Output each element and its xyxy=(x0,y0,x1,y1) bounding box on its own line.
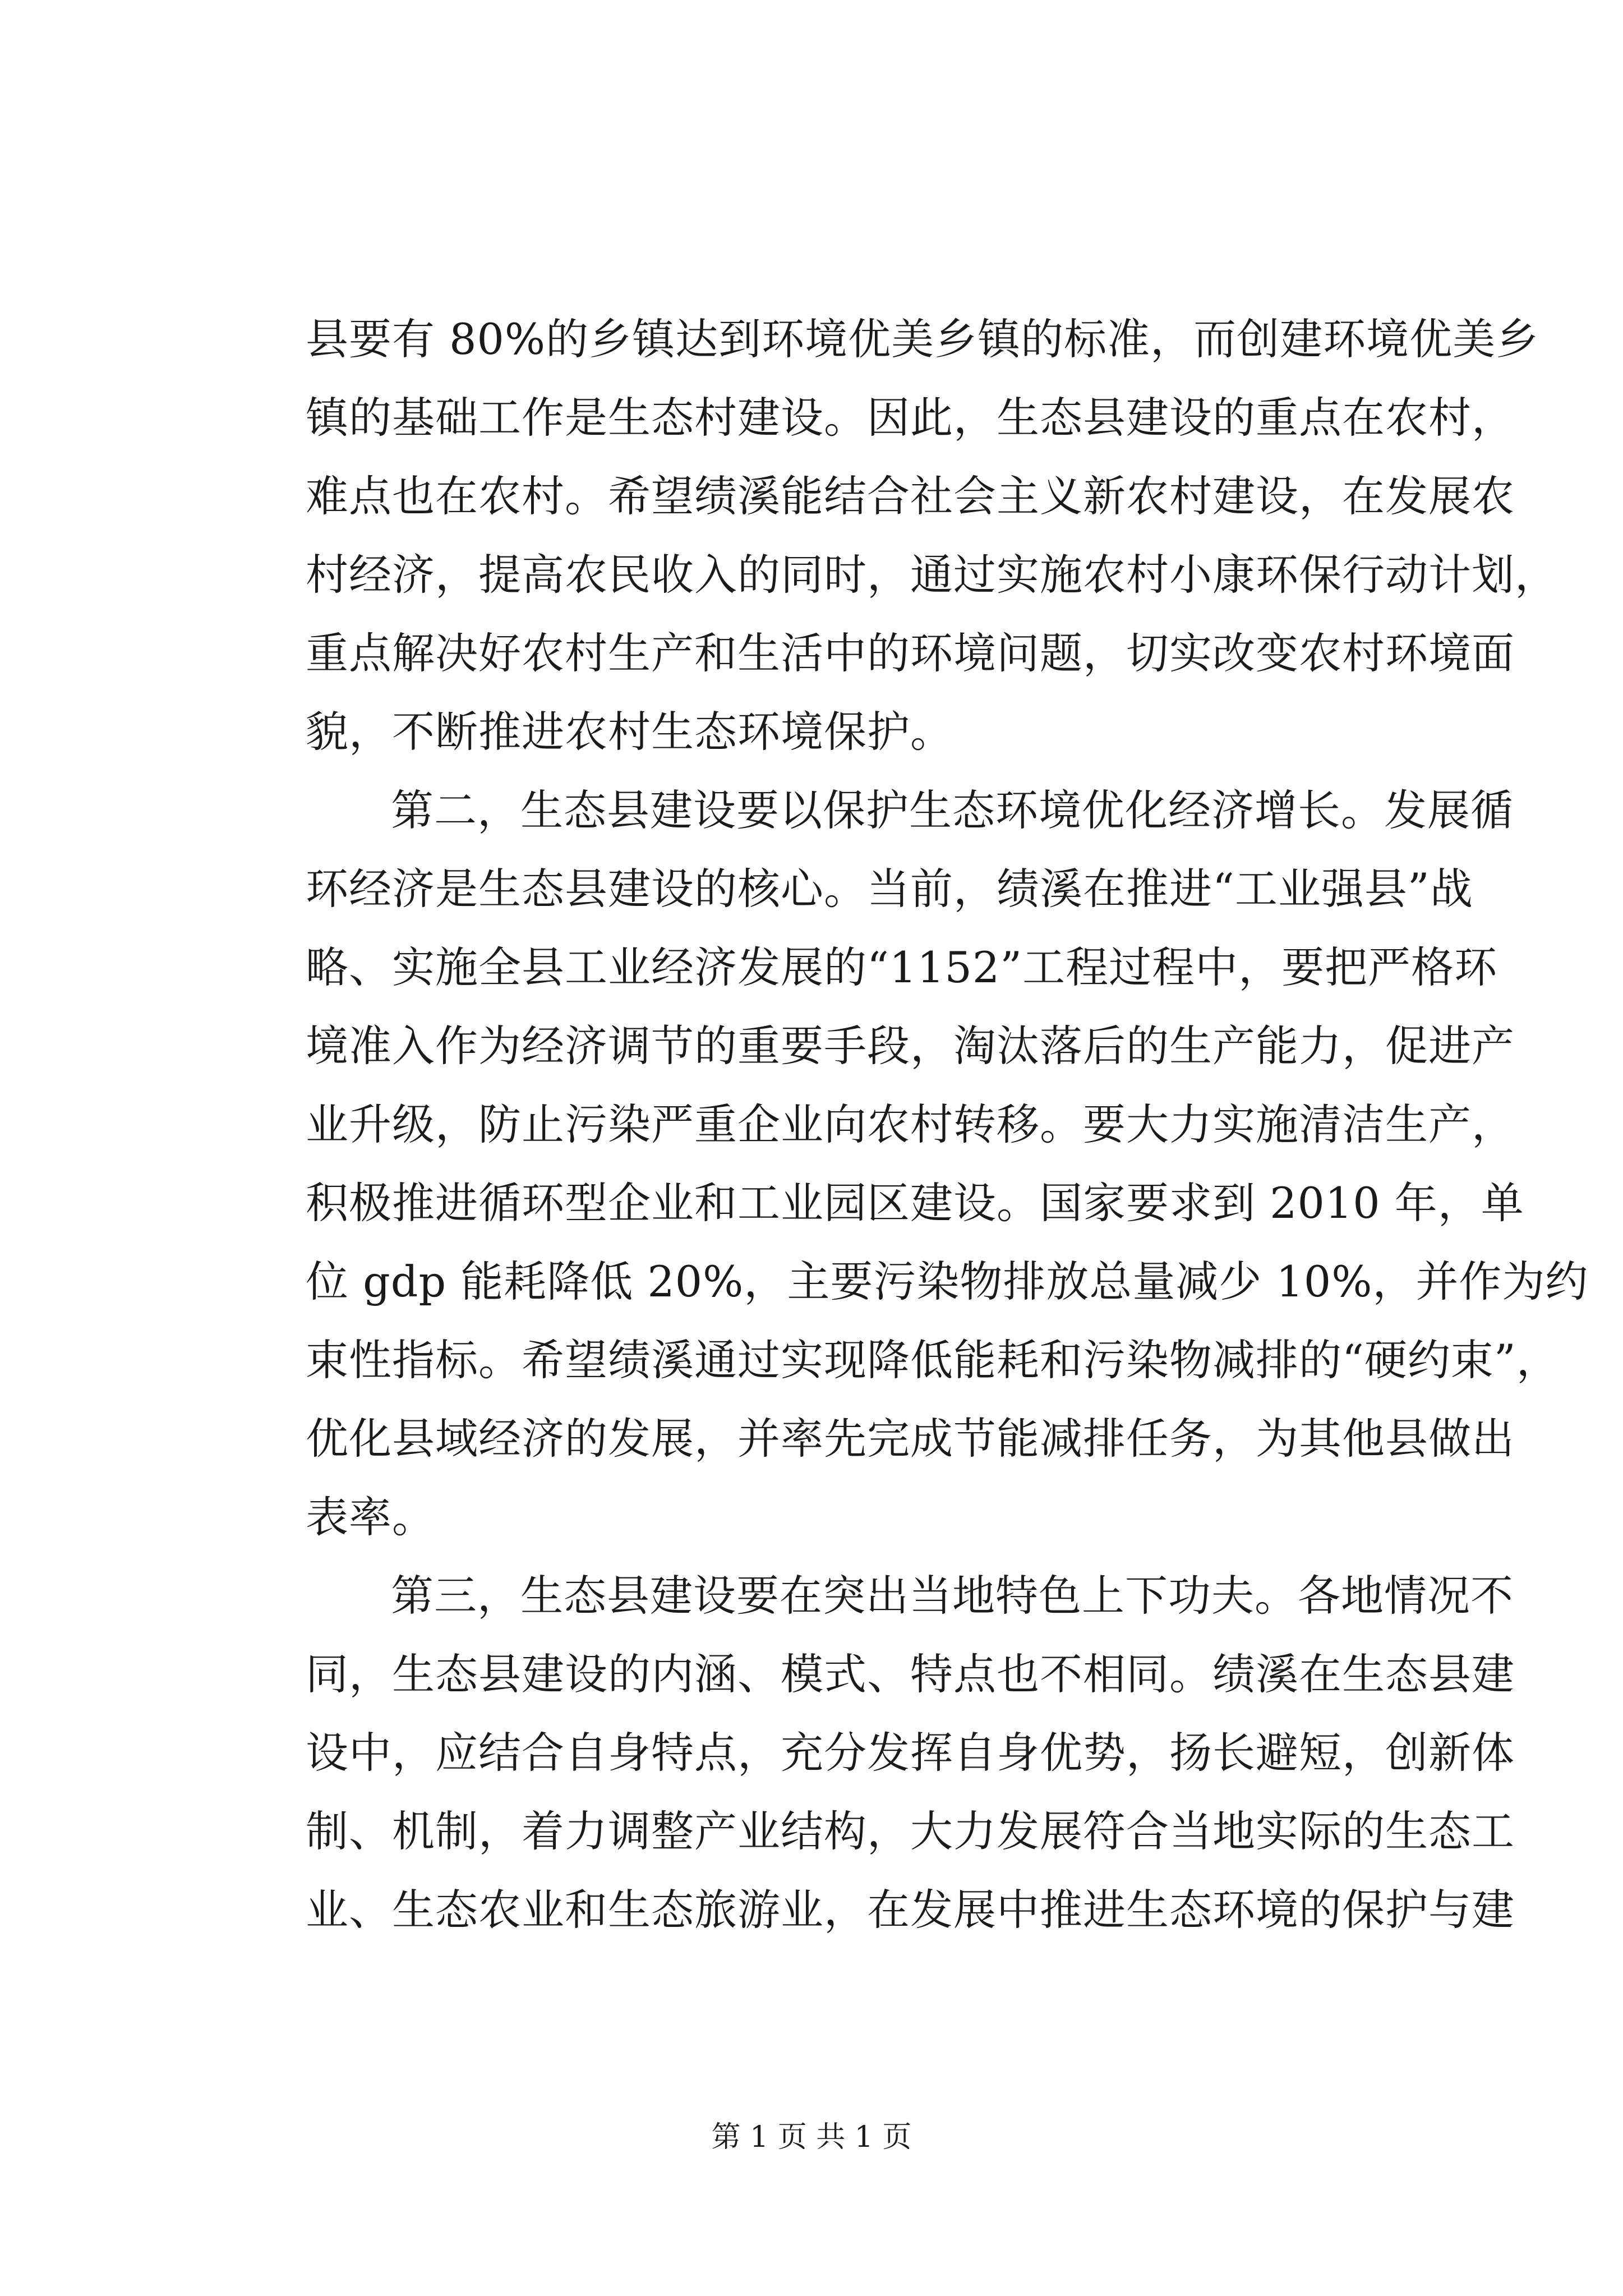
page-footer xyxy=(0,2120,1623,2154)
text-line: 难点也在农村。希望绩溪能结合社会主义新农村建设，在发展农 xyxy=(306,471,1515,521)
text-line: 业升级，防止污染严重企业向农村转移。要大力实施清洁生产， xyxy=(306,1099,1515,1149)
text-line: 优化县域经济的发展，并率先完成节能减排任务，为其他县做出 xyxy=(306,1414,1515,1464)
text-line: 境准入作为经济调节的重要手段，淘汰落后的生产能力，促进产 xyxy=(306,1021,1515,1071)
text-line: 设中，应结合自身特点，充分发挥自身优势，扬长避短，创新体 xyxy=(306,1728,1515,1778)
document-body xyxy=(306,300,1589,1949)
paragraph-3 xyxy=(306,1557,1515,1949)
text-line: 县要有 80%的乡镇达到环境优美乡镇的标准，而创建环境优美乡 xyxy=(306,314,1539,364)
text-line: 制、机制，着力调整产业结构，大力发展符合当地实际的生态工 xyxy=(306,1806,1515,1856)
text-line: 第三，生态县建设要在突出当地特色上下功夫。各地情况不 xyxy=(391,1571,1514,1621)
text-line: 业、生态农业和生态旅游业，在发展中推进生态环境的保护与建 xyxy=(306,1885,1515,1935)
text-line: 位 gdp 能耗降低 20%，主要污染物排放总量减少 10%，并作为约 xyxy=(306,1257,1589,1306)
text-line: 重点解决好农村生产和生活中的环境问题，切实改变农村环境面 xyxy=(306,628,1515,678)
text-line: 貌，不断推进农村生态环境保护。 xyxy=(306,707,953,757)
paragraph-2 xyxy=(306,771,1589,1557)
text-line: 镇的基础工作是生态村建设。因此，生态县建设的重点在农村， xyxy=(306,393,1515,443)
text-line: 村经济，提高农民收入的同时，通过实施农村小康环保行动计划， xyxy=(306,550,1558,600)
text-line: 略、实施全县工业经济发展的“1152”工程过程中，要把严格环 xyxy=(306,942,1498,992)
page-number: 第 1 页 共 1 页 xyxy=(711,2120,912,2154)
text-line: 积极推进循环型企业和工业园区建设。国家要求到 2010 年，单 xyxy=(306,1178,1524,1228)
text-line: 表率。 xyxy=(306,1492,435,1542)
text-line: 束性指标。希望绩溪通过实现降低能耗和污染物减排的“硬约束”， xyxy=(306,1335,1560,1385)
text-line: 第二，生态县建设要以保护生态环境优化经济增长。发展循 xyxy=(391,785,1514,835)
text-line: 环经济是生态县建设的核心。当前，绩溪在推进“工业强县”战 xyxy=(306,864,1473,914)
text-line: 同，生态县建设的内涵、模式、特点也不相同。绩溪在生态县建 xyxy=(306,1649,1515,1699)
paragraph-1 xyxy=(306,300,1558,771)
